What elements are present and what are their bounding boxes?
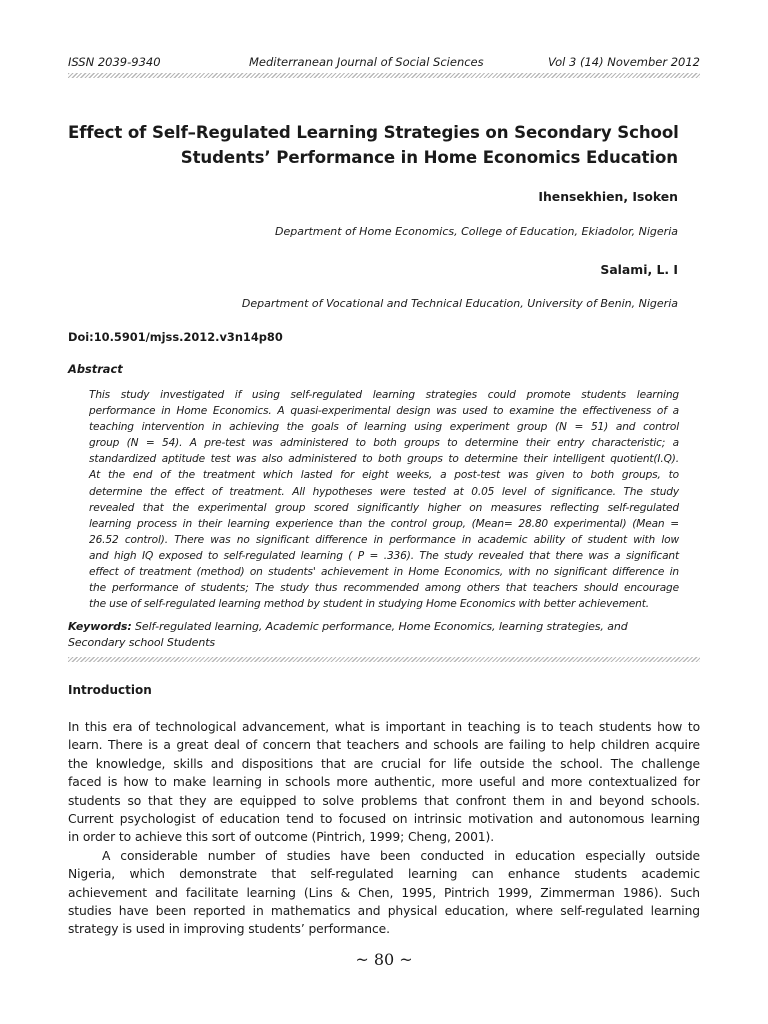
body-line: learn. There is a great deal of concern that teachers and schools are failing to help children acquire (68, 738, 700, 753)
introduction-heading: Introduction (68, 683, 152, 697)
keywords-label: Keywords: (68, 620, 132, 633)
abstract-line: learning process in their learning experience than the control group, (Mean= 28.80 experimental) (Mean = (89, 517, 679, 530)
abstract-heading: Abstract (68, 362, 123, 376)
keywords-text: Secondary school Students (68, 636, 216, 649)
abstract-line: This study investigated if using self-regulated learning strategies could promote students learning (89, 389, 679, 401)
running-header (68, 55, 700, 71)
abstract-line: At the end of the treatment which lasted for eight weeks, a post-test was given to both groups, to (89, 469, 679, 482)
abstract-line: standardized aptitude test was also administered to both groups to determine their intelligent quotient(I.Q). (89, 453, 679, 466)
abstract-body (89, 387, 679, 612)
author-name: Salami, L. I (600, 262, 678, 277)
body-line: in order to achieve this sort of outcome (Pintrich, 1999; Cheng, 2001). (68, 830, 495, 845)
keywords (68, 619, 708, 651)
doi: Doi:10.5901/mjss.2012.v3n14p80 (68, 330, 283, 344)
abstract-line: group (N = 54). A pre-test was administered to both groups to determine their entry characteristic; a (89, 437, 679, 450)
abstract-line: the use of self-regulated learning method by student in studying Home Economics with better achievement. (89, 598, 649, 611)
article-title (68, 120, 678, 170)
abstract-line: the performance of students; The study thus recommended among others that teachers should encourage (89, 582, 679, 595)
abstract-line: and high IQ exposed to self-regulated learning ( P = .336). The study revealed that there was a significant (89, 549, 679, 562)
abstract-line: effect of treatment (method) on students' achievement in Home Economics, with no significant difference in (89, 566, 679, 579)
body-line: studies have been reported in mathematics and physical education, where self-regulated learning (68, 903, 700, 918)
page-number: ~ 80 ~ (355, 950, 413, 969)
abstract-line: determine the effect of treatment. All hypotheses were tested at 0.05 level of significance. The study (89, 485, 679, 498)
author-name: Ihensekhien, Isoken (538, 189, 678, 204)
author-affiliation: Department of Vocational and Technical Education, University of Benin, Nigeria (241, 297, 678, 310)
author-affiliation: Department of Home Economics, College of Education, Ekiadolor, Nigeria (275, 225, 678, 238)
section-divider (68, 657, 700, 662)
header-divider (68, 73, 700, 78)
abstract-line: teaching intervention in achieving the goals of learning using experiment group (N = 51) and control (89, 421, 679, 434)
header-journal-name: Mediterranean Journal of Social Sciences (249, 55, 484, 69)
abstract-line: revealed that the experimental group scored significantly higher on measures reflecting self-regulated (89, 501, 679, 514)
body-line: strategy is used in improving students’ performance. (68, 922, 390, 937)
abstract-line: performance in Home Economics. A quasi-experimental design was used to examine the effectiveness of a (89, 405, 679, 418)
title-line: Students’ Performance in Home Economics Education (180, 148, 678, 167)
header-volume: Vol 3 (14) November 2012 (547, 55, 700, 69)
body-line: Nigeria, which demonstrate that self-regulated learning can enhance students academic (68, 867, 700, 882)
body-line: the knowledge, skills and dispositions that are crucial for life outside the school. The challenge (68, 756, 700, 771)
body-line: A considerable number of studies have been conducted in education especially outside (102, 848, 700, 863)
keywords-text: Self-regulated learning, Academic performance, Home Economics, learning strategies, and (135, 620, 628, 633)
header-issn: ISSN 2039-9340 (68, 55, 161, 69)
body-line: achievement and facilitate learning (Lins & Chen, 1995, Pintrich 1999, Zimmerman 1986). Such (68, 885, 700, 900)
body-line: students so that they are equipped to solve problems that confront them in and beyond schools. (68, 793, 700, 808)
body-line: faced is how to make learning in schools more authentic, more useful and more contextualized for (68, 775, 700, 790)
title-line: Effect of Self–Regulated Learning Strategies on Secondary School (68, 123, 679, 142)
body-line: Current psychologist of education tend to focused on intrinsic motivation and autonomous learning (68, 811, 700, 826)
abstract-line: 26.52 control). There was no significant difference in performance in academic ability of student with low (89, 533, 679, 546)
body-line: In this era of technological advancement, what is important in teaching is to teach students how to (68, 720, 700, 734)
introduction-body (68, 718, 700, 939)
